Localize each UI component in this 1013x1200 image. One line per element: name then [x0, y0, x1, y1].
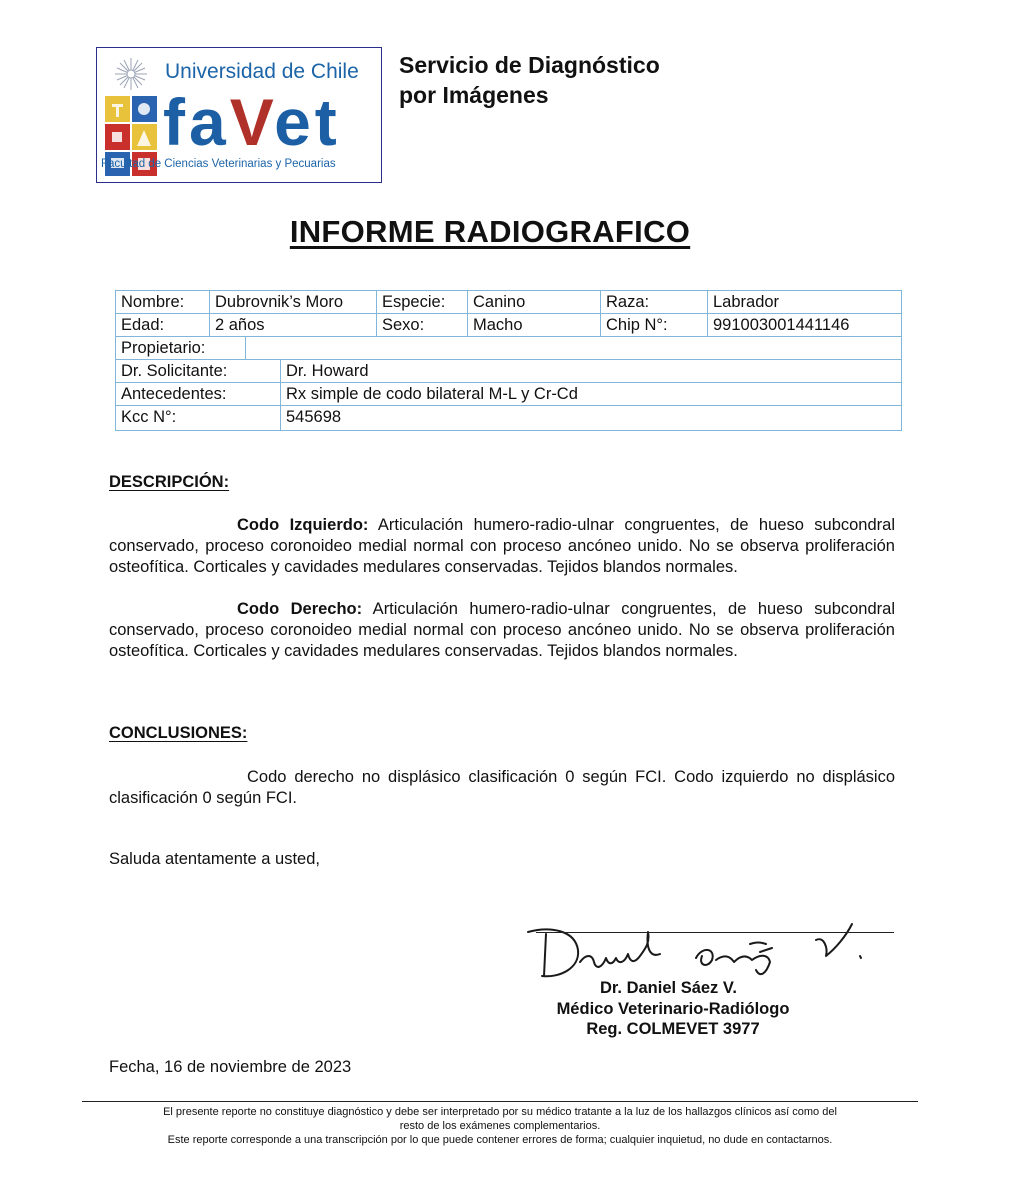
propietario-value — [246, 337, 901, 359]
footer-divider — [82, 1101, 918, 1102]
especie-value: Canino — [468, 291, 601, 313]
university-name: Universidad de Chile — [165, 60, 359, 83]
codo-derecho-paragraph: Codo Derecho: Articulación humero-radio-ulnar congruentes, de hueso subcondral conservado, proceso coronoideo medial normal con proceso ancóneo unido. No se observa proliferación osteofítica. Corticales y cavidades medulares conservadas. Tejidos blandos normales. — [109, 600, 896, 660]
nombre-label: Nombre: — [116, 291, 210, 313]
doctor-registration: Reg. COLMEVET 3977 — [586, 1020, 760, 1038]
signature-line — [536, 932, 894, 933]
doctor-role: Médico Veterinario-Radiólogo — [556, 999, 790, 1018]
report-date: Fecha, 16 de noviembre de 2023 — [109, 1058, 352, 1076]
university-logo — [96, 47, 382, 183]
edad-value: 2 años — [210, 314, 377, 336]
table-row — [116, 291, 901, 314]
raza-label: Raza: — [601, 291, 708, 313]
edad-label: Edad: — [116, 314, 210, 336]
conclusiones-heading: CONCLUSIONES: — [109, 724, 248, 742]
table-row — [116, 383, 901, 406]
solicitante-value: Dr. Howard — [286, 362, 369, 380]
table-row — [116, 314, 901, 337]
descripcion-heading: DESCRIPCIÓN: — [109, 473, 230, 491]
kcc-value: 545698 — [286, 408, 342, 426]
especie-label: Especie: — [377, 291, 468, 313]
raza-value: Labrador — [713, 293, 780, 311]
sexo-value: Macho — [468, 314, 601, 336]
kcc-label: Kcc N°: — [116, 406, 281, 430]
sexo-label: Sexo: — [377, 314, 468, 336]
nombre-value: Dubrovnik’s Moro — [210, 291, 377, 313]
table-row — [116, 360, 901, 383]
faculty-name: Facultad de Ciencias Veterinarias y Pecuarias — [101, 158, 336, 170]
service-name: Servicio de Diagnóstico por Imágenes — [399, 52, 660, 108]
antecedentes-label: Antecedentes: — [116, 383, 281, 405]
patient-info-table — [115, 290, 902, 431]
report-title: INFORME RADIOGRAFICO — [289, 214, 691, 249]
closing-text: Saluda atentamente a usted, — [109, 850, 320, 868]
table-row — [116, 406, 901, 430]
favet-wordmark: faVet — [163, 85, 341, 159]
conclusiones-paragraph: Codo derecho no displásico clasificación 0 según FCI. Codo izquierdo no displásico clasificación 0 según FCI. — [109, 768, 895, 807]
doctor-name: Dr. Daniel Sáez V. — [600, 979, 737, 997]
codo-izquierdo-paragraph: Codo Izquierdo: Articulación humero-radio-ulnar congruentes, de hueso subcondral conservado, proceso coronoideo medial normal con proceso ancóneo unido. No se observa proliferación osteofítica. Corticales y cavidades medulares conservadas. Tejidos blandos normales. — [109, 516, 895, 576]
footer-disclaimer: El presente reporte no constituye diagnóstico y debe ser interpretado por su médico tratante a la luz de los hallazgos clínicos así como del resto de los exámenes complementarios. Este reporte corresponde a una transcripción por lo que puede contener errores de forma; cualquier inquietud, no dude en contactarnos. — [163, 1106, 837, 1146]
solicitante-label: Dr. Solicitante: — [116, 360, 281, 382]
signature-block — [500, 978, 846, 1040]
chip-value: 991003001441146 — [713, 316, 850, 334]
propietario-label: Propietario: — [116, 337, 246, 359]
antecedentes-value: Rx simple de codo bilateral M-L y Cr-Cd — [286, 385, 578, 403]
table-row — [116, 337, 901, 360]
chip-label: Chip N°: — [601, 314, 708, 336]
